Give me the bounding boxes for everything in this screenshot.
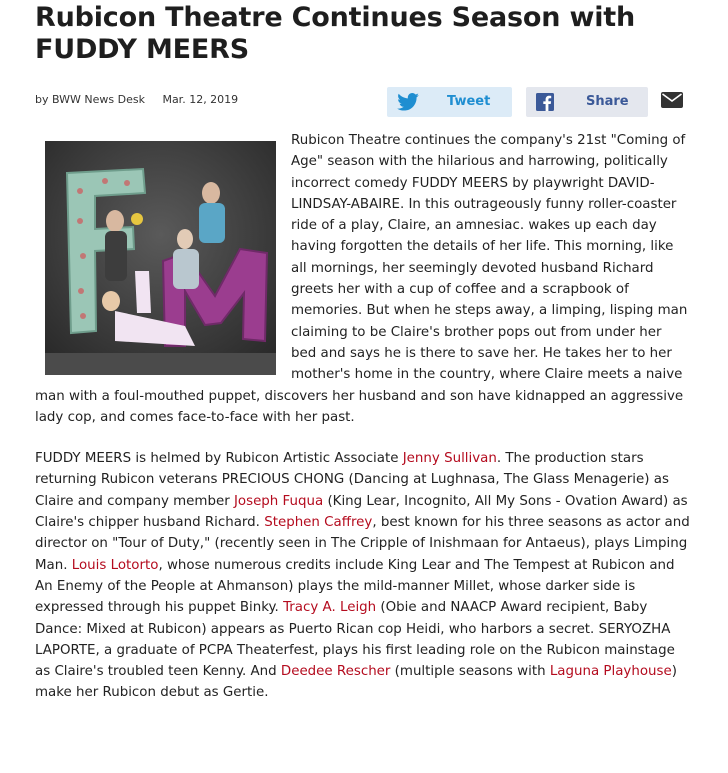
facebook-icon bbox=[536, 93, 554, 111]
text: , whose numerous credits include King Lear and The Tempest at Rubicon and An Enemy of the People at Ahmanson) plays the mild-manner Millet, whose darker side is expressed through his puppet Binky. bbox=[35, 557, 675, 616]
link-louis-lotorto[interactable]: Louis Lotorto bbox=[71, 557, 159, 573]
paragraph-1: Rubicon Theatre continues the company's 21st "Coming of Age" season with the hilarious and harrowing, politically incorrect comedy FUDDY MEERS by playwright DAVID-LINDSAY-ABAIRE. In this outrageously funny roller-coaster ride of a play, Claire, an amnesiac. wakes up each day having forgotten the details of her life. This morning, like all mornings, her seemingly devoted husband Richard greets her with a cup of coffee and a scrapbook of memories. But when he steps away, a limping, lisping man claiming to be Claire's brother pops out from under her bed and says he is there to save her. He takes her to her mother's home in the country, where Claire meets a naive man with a foul-mouthed puppet, discovers her husband and son have kidnapped an aggressive lady cop, and comes face-to-face with her past. bbox=[35, 133, 688, 425]
link-joseph-fuqua[interactable]: Joseph Fuqua bbox=[233, 493, 324, 509]
cast-photo bbox=[45, 141, 276, 375]
text: (Obie and NAACP Award recipient, Baby Dance: Mixed at Rubicon) appears as Puerto Rican cop Heidi, who harbors a secret. SERYOZHA LAPORTE, a graduate of PCPA Theaterfest, plays his first leading role on the Rubicon mainstage as Claire's troubled teen Kenny. And bbox=[35, 600, 675, 680]
byline bbox=[35, 93, 238, 106]
link-laguna-playhouse[interactable]: Laguna Playhouse bbox=[549, 664, 672, 680]
text: . The production stars returning Rubicon veterans PRECIOUS CHONG (Dancing at Lughnasa, The Glass Menagerie) as Claire and company member bbox=[35, 451, 669, 509]
facebook-share-button[interactable] bbox=[526, 87, 648, 117]
paragraph-2 bbox=[35, 448, 690, 704]
text: (multiple seasons with bbox=[390, 664, 550, 680]
mail-icon[interactable] bbox=[661, 92, 683, 108]
cast-photo-illustration bbox=[45, 141, 276, 375]
tweet-button[interactable] bbox=[387, 87, 512, 117]
author[interactable]: by BWW News Desk bbox=[35, 93, 145, 106]
link-jenny-sullivan[interactable]: Jenny Sullivan bbox=[402, 451, 497, 467]
text: ) make her Rubicon debut as Gertie. bbox=[35, 664, 677, 701]
text: FUDDY MEERS is helmed by Rubicon Artistic Associate bbox=[35, 451, 403, 467]
text: , best known for his three seasons as actor and director on "Tour of Duty," (recently seen in The Cripple of Inishmaan for Antaeus), plays Limping Man. bbox=[35, 515, 690, 573]
twitter-icon bbox=[397, 93, 419, 111]
text: (King Lear, Incognito, All My Sons - Ovation Award) as Claire's chipper husband Richard. bbox=[35, 493, 688, 531]
link-tracy-a-leigh[interactable]: Tracy A. Leigh bbox=[283, 600, 377, 616]
publish-date: Mar. 12, 2019 bbox=[162, 93, 239, 106]
link-stephen-caffrey[interactable]: Stephen Caffrey bbox=[264, 515, 373, 531]
share-label: Share bbox=[586, 94, 629, 109]
headline: Rubicon Theatre Continues Season with FUDDY MEERS bbox=[35, 2, 635, 65]
article-body bbox=[35, 130, 690, 724]
tweet-label: Tweet bbox=[447, 94, 491, 109]
link-deedee-rescher[interactable]: Deedee Rescher bbox=[280, 664, 391, 680]
